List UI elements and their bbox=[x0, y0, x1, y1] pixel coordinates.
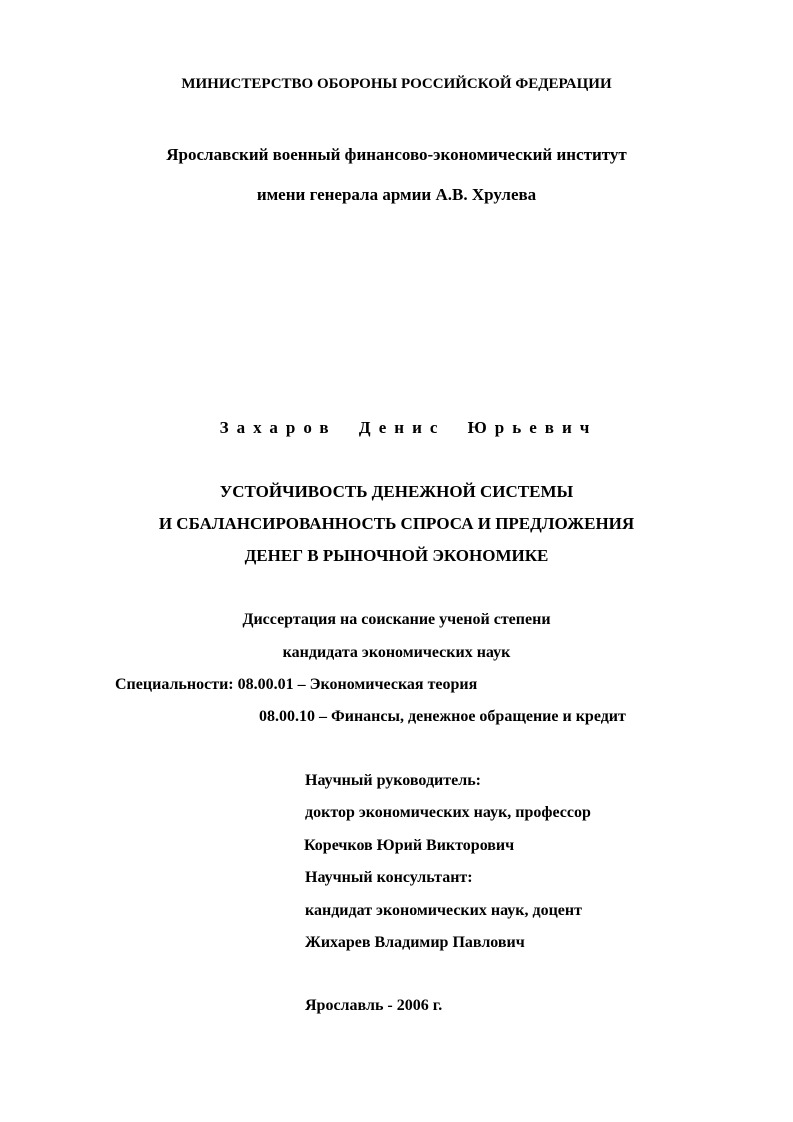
dissertation-title-line-2: И СБАЛАНСИРОВАННОСТЬ СПРОСА И ПРЕДЛОЖЕНИЯ bbox=[158, 514, 635, 533]
consultant-name: Жихарев Владимир Павлович bbox=[305, 934, 525, 951]
institute-honorific: имени генерала армии А.В. Хрулева bbox=[256, 185, 537, 204]
place-and-year: Ярославль - 2006 г. bbox=[305, 997, 443, 1014]
degree-line-1: Диссертация на соискание ученой степени bbox=[242, 611, 551, 628]
supervisor-label: Научный руководитель: bbox=[305, 772, 481, 789]
specialty-1: 08.00.01 – Экономическая теория bbox=[237, 676, 478, 693]
supervisor-name: Коречков Юрий Викторович bbox=[304, 837, 515, 854]
ministry-heading: МИНИСТЕРСТВО ОБОРОНЫ РОССИЙСКОЙ ФЕДЕРАЦИИ bbox=[181, 76, 612, 92]
institute-name: Ярославский военный финансово-экономический институт bbox=[166, 145, 627, 164]
degree-line-2: кандидата экономических наук bbox=[282, 644, 511, 661]
consultant-title: кандидат экономических наук, доцент bbox=[305, 902, 582, 919]
consultant-label: Научный консультант: bbox=[305, 869, 473, 886]
specialty-row-1 bbox=[115, 677, 477, 693]
dissertation-title-line-1: УСТОЙЧИВОСТЬ ДЕНЕЖНОЙ СИСТЕМЫ bbox=[219, 482, 574, 501]
specialty-2: 08.00.10 – Финансы, денежное обращение и кредит bbox=[259, 708, 626, 725]
supervisor-title: доктор экономических наук, профессор bbox=[305, 804, 591, 821]
author-name: Захаров Денис Юрьевич bbox=[219, 418, 598, 437]
specialties-label: Специальности: bbox=[115, 676, 234, 693]
dissertation-title-line-3: ДЕНЕГ В РЫНОЧНОЙ ЭКОНОМИКЕ bbox=[244, 546, 549, 565]
